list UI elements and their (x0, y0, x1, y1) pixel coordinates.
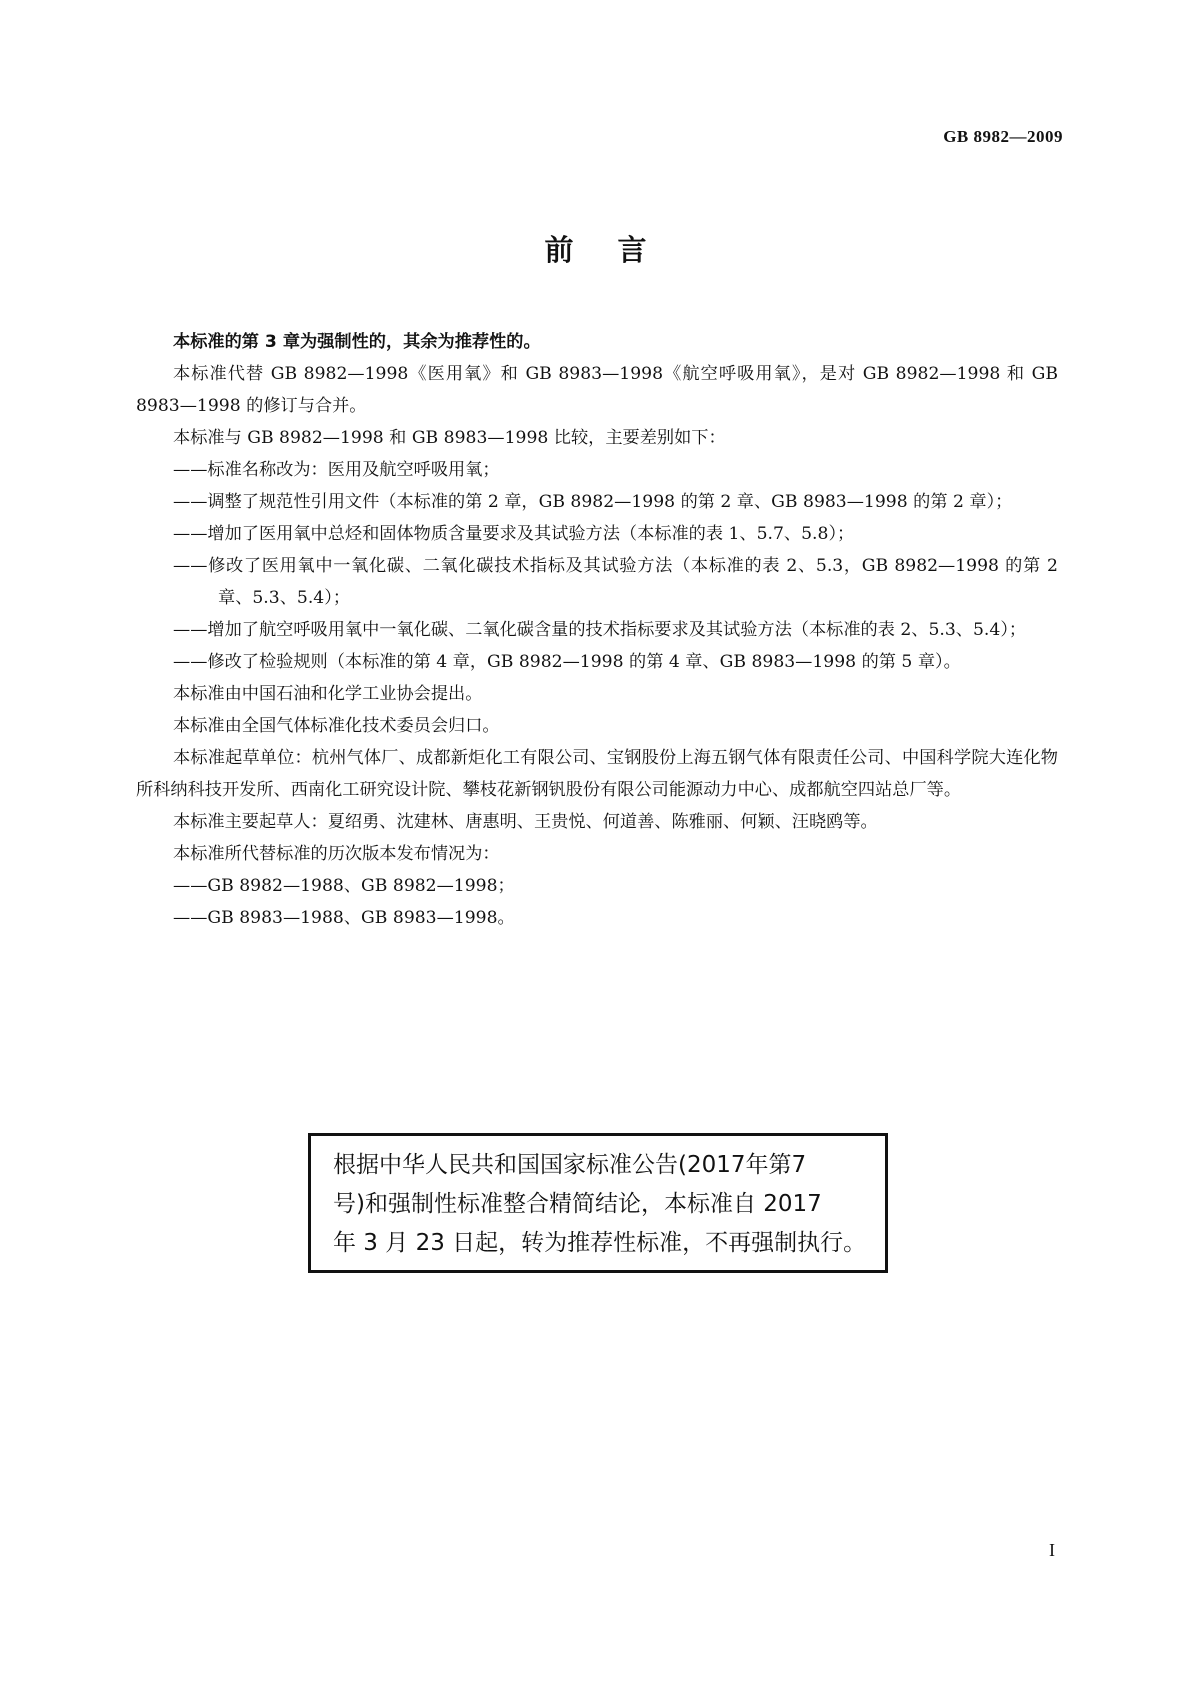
history-intro: 本标准所代替标准的历次版本发布情况为： (173, 844, 500, 864)
history-item: ——GB 8982—1988、GB 8982—1998； (173, 876, 515, 896)
replacement-paragraph: 本标准代替 GB 8982—1998《医用氧》和 GB 8983—1998《航空呼吸用氧》，是对 GB 8982—1998 和 GB 8983—1998 的修订与合并。 (136, 364, 1058, 416)
centralized-by: 本标准由全国气体标准化技术委员会归口。 (173, 716, 500, 736)
change-item: ——修改了检验规则（本标准的第 4 章，GB 8982—1998 的第 4 章、GB 8983—1998 的第 5 章）。 (173, 652, 961, 672)
drafters: 本标准主要起草人：夏绍勇、沈建林、唐惠明、王贵悦、何道善、陈雅丽、何颖、汪晓鸥等。 (173, 812, 878, 832)
change-item: ——增加了航空呼吸用氧中一氧化碳、二氧化碳含量的技术指标要求及其试验方法（本标准的表 2、5.3、5.4）； (173, 620, 1027, 640)
page-title: 前言 (544, 233, 691, 267)
foreword-body (136, 326, 1058, 934)
mandatory-statement: 本标准的第 3 章为强制性的，其余为推荐性的。 (173, 332, 541, 352)
notice-line: 根据中华人民共和国国家标准公告(2017年第7 (333, 1152, 807, 1178)
change-item: ——标准名称改为：医用及航空呼吸用氧； (173, 460, 500, 480)
proposed-by: 本标准由中国石油和化学工业协会提出。 (173, 684, 483, 704)
drafting-units: 本标准起草单位：杭州气体厂、成都新炬化工有限公司、宝钢股份上海五钢气体有限责任公司、中国科学院大连化物所科纳科技开发所、西南化工研究设计院、攀枝花新钢钒股份有限公司能源动力中心、成都航空四站总厂等。 (136, 748, 1058, 800)
standard-code: GB 8982—2009 (943, 127, 1063, 146)
history-item: ——GB 8983—1988、GB 8983—1998。 (173, 908, 515, 928)
notice-line: 号)和强制性标准整合精简结论，本标准自 2017 (333, 1191, 822, 1217)
comparison-intro: 本标准与 GB 8982—1998 和 GB 8983—1998 比较，主要差别如下： (173, 428, 726, 448)
page-number: I (1049, 1540, 1055, 1560)
notice-line: 年 3 月 23 日起，转为推荐性标准，不再强制执行。 (333, 1230, 867, 1256)
change-item: ——增加了医用氧中总烃和固体物质含量要求及其试验方法（本标准的表 1、5.7、5.8）； (173, 524, 855, 544)
notice-box (308, 1133, 888, 1273)
change-item: ——修改了医用氧中一氧化碳、二氧化碳技术指标及其试验方法（本标准的表 2、5.3，GB 8982—1998 的第 2 章、5.3、5.4）； (173, 556, 1058, 608)
change-item: ——调整了规范性引用文件（本标准的第 2 章，GB 8982—1998 的第 2 章、GB 8983—1998 的第 2 章）； (173, 492, 1013, 512)
